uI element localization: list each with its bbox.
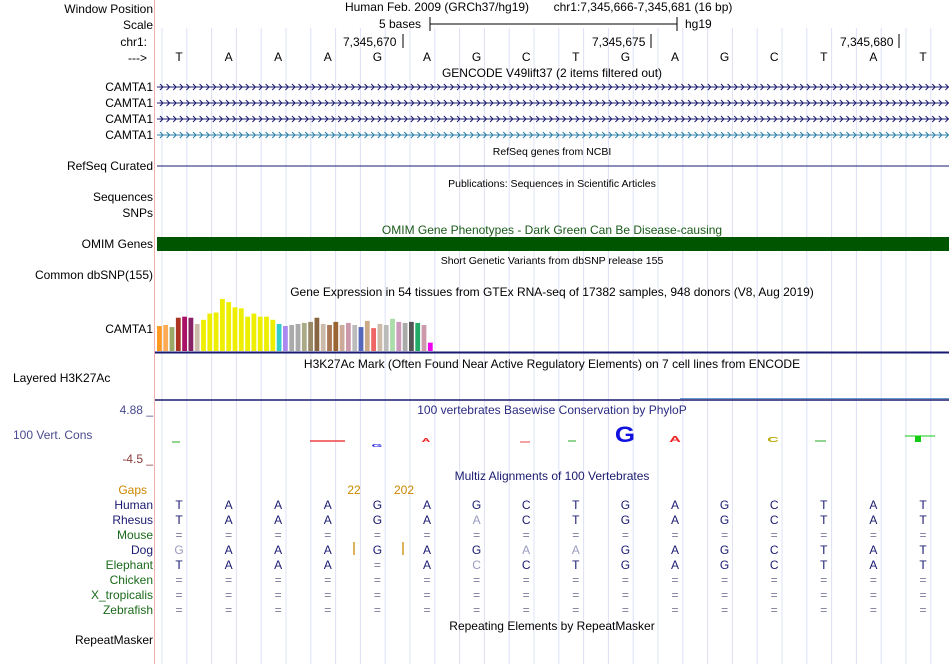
alignment-base: = [770, 573, 778, 587]
gtex-bar-37 [384, 325, 389, 351]
gtex-bar-9 [207, 314, 212, 351]
alignment-base: = [721, 603, 729, 617]
omim-title: OMIM Gene Phenotypes - Dark Green Can Be Disease-causing [381, 223, 723, 237]
alignment-base: = [572, 573, 580, 587]
gencode-title: GENCODE V49lift37 (2 items filtered out) [441, 66, 663, 80]
alignment-base: C [521, 513, 531, 527]
alignment-base: C [521, 498, 531, 512]
base-2: A [224, 50, 233, 64]
gtex-bar-34 [365, 321, 370, 351]
gtex-bar-10 [214, 313, 219, 351]
gtex-bar-43 [422, 325, 427, 351]
cons-logo-A-2: A [669, 435, 681, 444]
base-3: A [274, 50, 283, 64]
gencode-label-3[interactable]: CAMTA1 [105, 112, 153, 126]
snps-label[interactable]: SNPs [122, 206, 153, 220]
alignment-base: A [522, 543, 531, 557]
gtex-bar-31 [346, 323, 351, 351]
gtex-bar-24 [302, 323, 307, 351]
cons-logo-G-2: G [614, 422, 636, 448]
alignment-base: A [274, 543, 283, 557]
alignment-base: G [372, 543, 383, 557]
gap-count-1: 22 [347, 483, 361, 497]
alignment-base: A [472, 513, 481, 527]
alignment-base: = [572, 528, 580, 542]
alignment-base: = [274, 528, 282, 542]
species-label-elephant[interactable]: Elephant [105, 558, 153, 572]
gtex-bar-18 [264, 317, 269, 351]
base-4: A [323, 50, 332, 64]
alignment-base: = [473, 588, 481, 602]
alignment-base: = [869, 573, 877, 587]
alignment-base: C [769, 558, 779, 572]
base-8: C [521, 50, 531, 64]
alignment-base: T [572, 558, 580, 572]
base-6: A [422, 50, 432, 64]
alignment-base: A [670, 558, 680, 572]
alignment-base: = [770, 603, 778, 617]
species-label-zebrafish[interactable]: Zebrafish [102, 603, 153, 617]
alignment-base: = [522, 588, 530, 602]
gtex-bar-21 [283, 326, 288, 351]
alignment-base: G [620, 513, 631, 527]
alignment-base: = [473, 528, 481, 542]
alignment-base: C [769, 543, 779, 557]
gtex-bar-16 [252, 314, 257, 351]
alignment-base: T [820, 543, 828, 557]
gtex-bar-8 [201, 320, 206, 351]
alignment-base: = [522, 603, 530, 617]
alignment-base: = [721, 528, 729, 542]
gtex-bar-36 [378, 324, 383, 351]
alignment-base: = [621, 588, 629, 602]
gtex-bar-6 [189, 318, 194, 351]
alignment-base: = [373, 573, 381, 587]
alignment-base: A [869, 513, 878, 527]
alignment-base: = [373, 603, 381, 617]
alignment-base: = [621, 528, 629, 542]
alignment-base: = [869, 588, 877, 602]
omim-label[interactable]: OMIM Genes [81, 237, 153, 251]
gtex-bar-35 [371, 328, 376, 351]
repeatmasker-label[interactable]: RepeatMasker [74, 633, 153, 647]
cons-logo-G-1: G [371, 443, 383, 449]
alignment-base: C [521, 558, 531, 572]
alignment-base: T [919, 543, 927, 557]
base-14: T [820, 50, 828, 64]
species-label-chicken[interactable]: Chicken [109, 573, 153, 587]
alignment-base: = [671, 603, 679, 617]
gtex-bar-28 [327, 325, 332, 351]
alignment-base: T [175, 513, 183, 527]
alignment-base: = [274, 573, 282, 587]
gtex-bar-41 [409, 322, 414, 351]
species-label-human[interactable]: Human [114, 498, 153, 512]
alignment-base: = [423, 573, 431, 587]
scale-label: Scale [122, 18, 153, 32]
alignment-base: = [175, 588, 183, 602]
alignment-base: = [373, 528, 381, 542]
cons-logo-C: C [767, 435, 779, 444]
alignment-base: = [324, 603, 332, 617]
alignment-base: A [323, 513, 332, 527]
alignment-base: T [820, 498, 828, 512]
alignment-base: A [670, 513, 680, 527]
gtex-bar-3 [170, 327, 175, 351]
alignment-base: A [323, 543, 332, 557]
gtex-bar-11 [220, 299, 225, 351]
alignment-base: C [472, 558, 481, 572]
tick-label-3: 7,345,680 [840, 35, 894, 49]
cons-mark-T [915, 436, 921, 442]
alignment-base: = [225, 573, 233, 587]
species-label-x_tropicalis[interactable]: X_tropicalis [90, 588, 153, 602]
alignment-base: A [323, 498, 332, 512]
alignment-base: = [869, 528, 877, 542]
gtex-title: Gene Expression in 54 tissues from GTEx RNA-seq of 17382 samples, 948 donors (V8, Aug 2019) [290, 285, 814, 299]
gtex-bar-42 [415, 323, 420, 351]
alignment-base: A [422, 558, 432, 572]
alignment-base: T [820, 513, 828, 527]
alignment-base: A [422, 513, 432, 527]
gtex-bar-25 [308, 322, 313, 351]
alignment-base: A [224, 498, 233, 512]
gtex-bar-12 [226, 302, 231, 351]
alignment-base: T [919, 513, 927, 527]
alignment-base: G [174, 543, 184, 557]
alignment-base: = [522, 573, 530, 587]
species-label-rhesus[interactable]: Rhesus [112, 513, 153, 527]
alignment-base: = [274, 603, 282, 617]
gap-count-2: 202 [393, 483, 415, 497]
gtex-bar-17 [258, 317, 263, 351]
alignment-base: T [175, 498, 183, 512]
alignment-base: = [373, 588, 381, 602]
alignment-base: C [769, 498, 779, 512]
cons-min-label: -4.5 _ [122, 452, 153, 466]
gtex-bar-4 [176, 318, 181, 351]
gtex-bar-27 [321, 324, 326, 351]
alignment-base: = [721, 588, 729, 602]
base-16: T [919, 50, 927, 64]
alignment-base: A [323, 558, 332, 572]
alignment-base: = [770, 528, 778, 542]
gencode-label-2[interactable]: CAMTA1 [105, 96, 153, 110]
alignment-base: = [373, 558, 381, 572]
gtex-bar-15 [245, 317, 250, 351]
alignment-base: = [671, 588, 679, 602]
alignment-base: = [225, 588, 233, 602]
gtex-bar-30 [340, 325, 345, 351]
base-7: G [471, 50, 482, 64]
alignment-base: = [423, 603, 431, 617]
alignment-base: = [820, 603, 828, 617]
gtex-bar-32 [352, 325, 357, 351]
gtex-bar-2 [163, 325, 168, 351]
tick-label-1: 7,345,670 [343, 35, 397, 49]
repeatmasker-title: Repeating Elements by RepeatMasker [449, 619, 655, 633]
alignment-base: A [869, 558, 878, 572]
gencode-label-4[interactable]: CAMTA1 [105, 128, 153, 142]
alignment-base: = [919, 573, 927, 587]
publications-title: Publications: Sequences in Scientific Articles [448, 178, 656, 190]
alignment-base: = [522, 528, 530, 542]
alignment-base: G [372, 513, 383, 527]
alignment-base: A [422, 498, 432, 512]
tick-label-2: 7,345,675 [592, 35, 646, 49]
base-12: G [719, 50, 730, 64]
gtex-bar-39 [396, 322, 401, 351]
alignment-base: A [224, 558, 233, 572]
refseq-title: RefSeq genes from NCBI [492, 146, 612, 158]
alignment-base: G [620, 558, 631, 572]
alignment-base: = [175, 603, 183, 617]
alignment-base: A [670, 498, 680, 512]
alignment-base: = [324, 573, 332, 587]
base-10: G [620, 50, 631, 64]
alignment-base: = [671, 528, 679, 542]
alignment-base: = [721, 573, 729, 587]
alignment-base: = [770, 588, 778, 602]
alignment-base: C [769, 513, 779, 527]
alignment-base: A [422, 543, 432, 557]
gtex-bar-20 [277, 324, 282, 351]
cons-label[interactable]: 100 Vert. Cons [13, 428, 93, 442]
gtex-bar-13 [233, 307, 238, 351]
alignment-base: T [820, 558, 828, 572]
alignment-base: A [274, 558, 283, 572]
alignment-base: G [719, 543, 730, 557]
alignment-base: = [820, 528, 828, 542]
alignment-base: = [621, 603, 629, 617]
alignment-base: = [473, 603, 481, 617]
gencode-label-1[interactable]: CAMTA1 [105, 80, 153, 94]
cons-logo-A-1: A [421, 437, 431, 444]
cons-max-label: 4.88 _ [119, 403, 153, 417]
omim-bar [157, 237, 949, 251]
alignment-base: G [719, 513, 730, 527]
h3k27ac-label[interactable]: Layered H3K27Ac [13, 371, 111, 385]
sequences-label[interactable]: Sequences [92, 190, 153, 204]
dbsnp-label[interactable]: Common dbSNP(155) [34, 268, 153, 282]
base-9: T [572, 50, 580, 64]
window-position-label: Window Position [64, 2, 153, 16]
alignment-base: = [671, 573, 679, 587]
base-11: A [670, 50, 680, 64]
alignment-base: = [423, 528, 431, 542]
gtex-bar-7 [195, 324, 200, 351]
scale-text: 5 bases [379, 17, 422, 31]
gtex-bar-26 [315, 318, 320, 351]
gtex-bar-5 [182, 317, 187, 351]
gtex-bar-29 [333, 322, 338, 351]
alignment-base: = [869, 603, 877, 617]
alignment-base: = [324, 588, 332, 602]
base-5: G [372, 50, 383, 64]
alignment-base: A [224, 543, 233, 557]
species-label-mouse[interactable]: Mouse [116, 528, 153, 542]
alignment-base: A [571, 543, 580, 557]
alignment-base: T [919, 498, 927, 512]
alignment-base: = [572, 588, 580, 602]
alignment-base: = [225, 528, 233, 542]
alignment-base: G [620, 498, 631, 512]
alignment-base: G [372, 498, 383, 512]
position-text: chr1:7,345,666-7,345,681 (16 bp) [553, 0, 733, 14]
gtex-bar-22 [289, 325, 294, 351]
gtex-bar-40 [403, 323, 408, 351]
db-text: hg19 [685, 17, 712, 31]
gtex-bar-44 [428, 343, 433, 351]
gtex-bar-1 [157, 326, 162, 351]
alignment-base: G [471, 498, 482, 512]
alignment-base: T [572, 513, 580, 527]
alignment-base: A [274, 513, 283, 527]
assembly-text: Human Feb. 2009 (GRCh37/hg19) [344, 0, 530, 14]
strand-arrow-label: ---> [128, 51, 147, 65]
alignment-base: T [175, 558, 183, 572]
alignment-base: = [621, 573, 629, 587]
dbsnp-title: Short Genetic Variants from dbSNP release 155 [440, 255, 664, 267]
alignment-base: G [719, 498, 730, 512]
alignment-base: A [869, 498, 878, 512]
alignment-base: = [274, 588, 282, 602]
gaps-label: Gaps [118, 483, 147, 497]
alignment-base: = [919, 588, 927, 602]
cons-title: 100 vertebrates Basewise Conservation by PhyloP [417, 403, 687, 417]
alignment-base: = [919, 528, 927, 542]
gtex-bar-38 [390, 319, 395, 351]
alignment-base: T [919, 558, 927, 572]
h3k27ac-title: H3K27Ac Mark (Often Found Near Active Regulatory Elements) on 7 cell lines from ENCODE [303, 357, 801, 371]
alignment-base: A [224, 513, 233, 527]
alignment-base: = [175, 573, 183, 587]
gtex-bar-14 [239, 308, 244, 351]
gtex-bar-19 [270, 320, 275, 351]
alignment-base: A [670, 543, 680, 557]
alignment-base: = [473, 573, 481, 587]
alignment-base: G [719, 558, 730, 572]
alignment-base: = [423, 588, 431, 602]
gtex-label[interactable]: CAMTA1 [105, 322, 153, 336]
species-label-dog[interactable]: Dog [130, 543, 153, 557]
alignment-base: G [471, 543, 482, 557]
alignment-base: A [869, 543, 878, 557]
alignment-base: = [225, 603, 233, 617]
gtex-bar-33 [359, 327, 364, 351]
refseq-label[interactable]: RefSeq Curated [66, 159, 153, 173]
alignment-base: A [274, 498, 283, 512]
gtex-bar-23 [296, 324, 301, 351]
base-13: C [769, 50, 779, 64]
alignment-base: = [820, 588, 828, 602]
alignment-base: T [572, 498, 580, 512]
alignment-base: = [820, 573, 828, 587]
base-1: T [175, 50, 183, 64]
alignment-base: = [324, 528, 332, 542]
alignment-base: = [919, 603, 927, 617]
multiz-title: Multiz Alignments of 100 Vertebrates [454, 469, 650, 483]
alignment-base: G [620, 543, 631, 557]
base-15: A [869, 50, 878, 64]
alignment-base: = [175, 528, 183, 542]
alignment-base: = [572, 603, 580, 617]
chrom-label: chr1: [120, 35, 147, 49]
